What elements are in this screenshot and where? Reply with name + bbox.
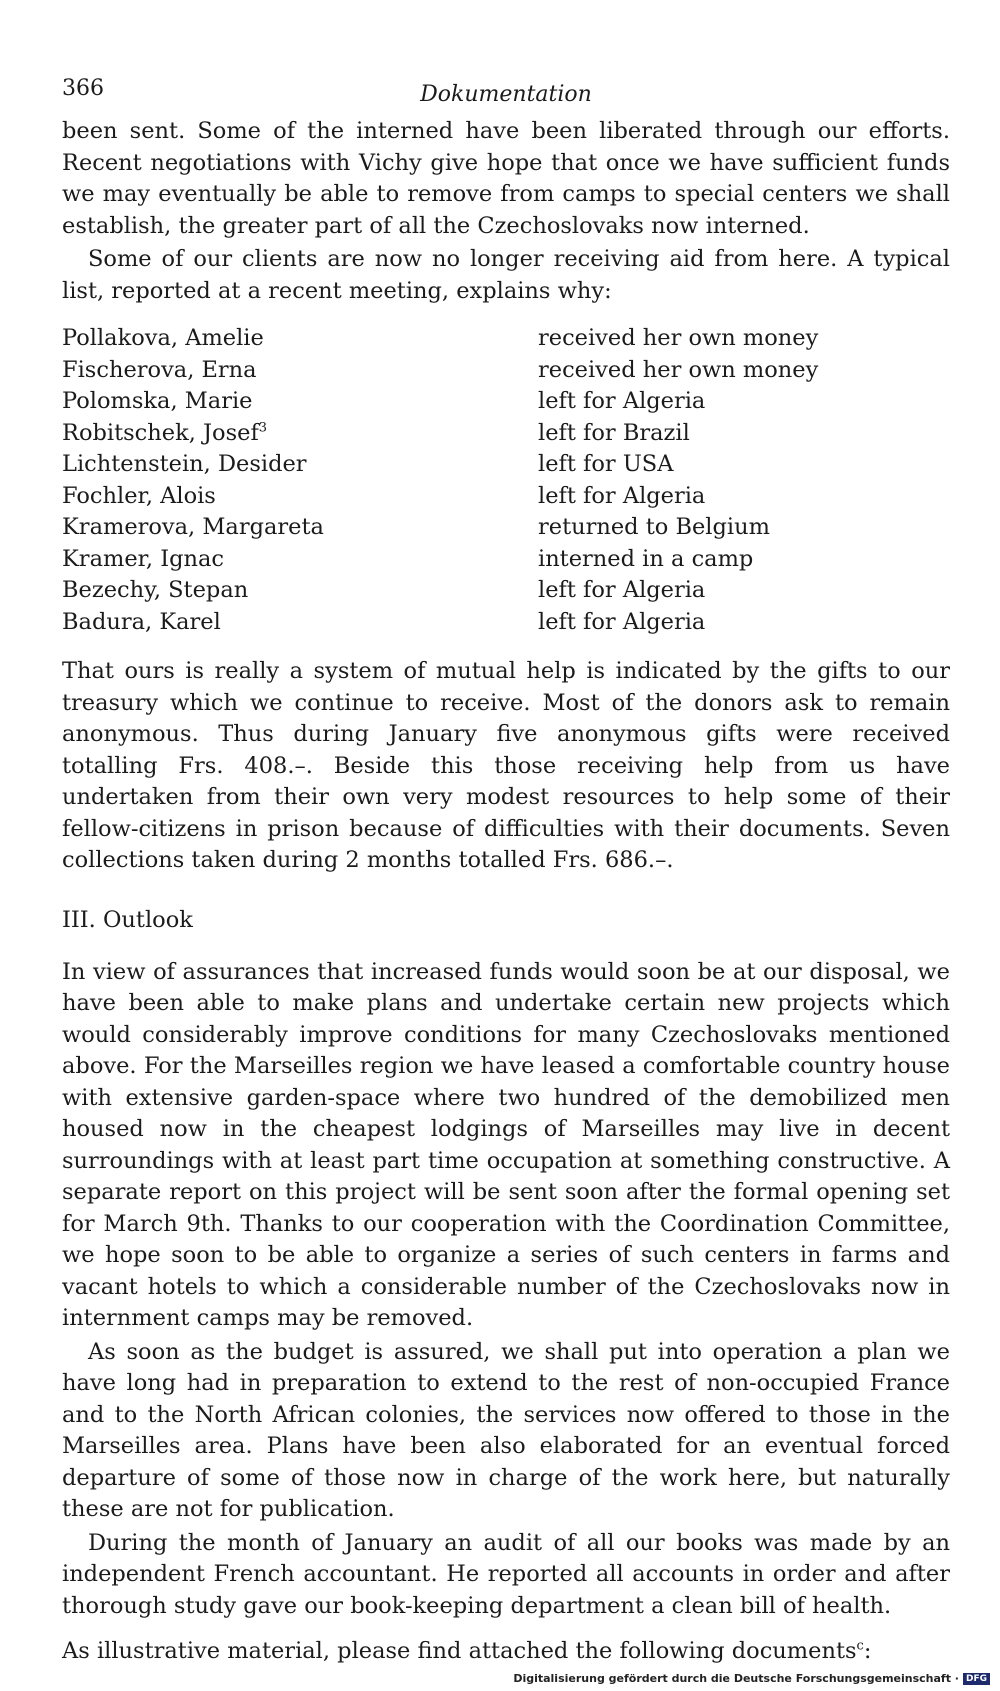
page-number: 366 <box>62 76 104 101</box>
client-name: Fochler, Alois <box>62 482 216 509</box>
client-status: left for Algeria <box>538 608 706 635</box>
list-item <box>62 355 950 387</box>
list-item <box>62 575 950 607</box>
client-status: left for Algeria <box>538 482 706 509</box>
client-name: Polomska, Marie <box>62 388 253 414</box>
closing-colon: : <box>863 1638 872 1664</box>
footer-text: Digitalisierung gefördert durch die Deutsche Forschungsgemeinschaft · <box>513 1672 959 1685</box>
running-title: Dokumentation <box>420 82 592 107</box>
client-status: received her own money <box>538 356 819 383</box>
closing-line <box>62 1636 950 1668</box>
dfg-logo-icon: DFG <box>963 1673 990 1685</box>
paragraph-continuation: been sent. Some of the interned have been liberated through our efforts. Recent negotiations with Vichy give hope that once we have sufficient funds we may eventually be able to remove from camps to special centers we shall establish, the greater part of all the Czechoslovaks now interned. <box>62 118 950 239</box>
client-name: Kramerova, Margareta <box>62 514 324 540</box>
page-header <box>62 72 950 116</box>
footnote-marker: c <box>856 1638 864 1654</box>
client-name: Kramer, Ignac <box>62 545 225 572</box>
client-status: left for Algeria <box>538 577 706 603</box>
client-status: left for USA <box>538 451 674 477</box>
paragraph-outlook-2: As soon as the budget is assured, we shall put into operation a plan we have long had in preparation to extend to the rest of non-occupied France and to the North African colonies, the services now offered to those in the Marseilles area. Plans have been also elaborated for an eventual forced departure of some of those now in charge of the work here, but naturally these are not for publication. <box>62 1338 950 1522</box>
client-status: left for Brazil <box>538 419 690 446</box>
client-name: Robitschek, Josef <box>62 419 259 446</box>
paragraph-outlook-3: During the month of January an audit of all our books was made by an independent French accountant. He reported all accounts in order and after thorough study gave our book-keeping department a clean bill of health. <box>62 1529 950 1619</box>
list-item <box>62 512 950 544</box>
client-name: Pollakova, Amelie <box>62 325 264 351</box>
paragraph-outlook-1: In view of assurances that increased funds would soon be at our disposal, we have been able to make plans and undertake certain new projects which would considerably improve conditions for many Czechoslovaks mentioned above. For the Marseilles region we have leased a comfortable country house with extensive garden-space where two hundred of the demobilized men housed now in the cheapest lodgings of Marseilles may live in decent surroundings with at least part time occupation at something constructive. A separate report on this project will be sent soon after the formal opening set for March 9th. Thanks to our cooperation with the Coordination Committee, we hope soon to be able to organize a series of such centers in farms and vacant hotels to which a considerable number of the Czechoslovaks now in internment camps may be removed. <box>62 958 950 1331</box>
client-name: Badura, Karel <box>62 608 221 635</box>
client-name-with-footnote <box>62 418 538 450</box>
list-item <box>62 481 950 513</box>
client-name: Lichtenstein, Desider <box>62 451 307 477</box>
list-item <box>62 418 950 450</box>
client-status: interned in a camp <box>538 545 754 572</box>
client-list <box>62 323 950 638</box>
footnote-marker: 3 <box>258 420 268 435</box>
list-item <box>62 323 950 355</box>
list-item <box>62 607 950 639</box>
list-item <box>62 386 950 418</box>
paragraph-clients-intro: Some of our clients are now no longer receiving aid from here. A typical list, reported at a recent meeting, explains why: <box>62 246 950 304</box>
list-item <box>62 544 950 576</box>
paragraph-mutual-help: That ours is really a system of mutual help is indicated by the gifts to our treasury which we continue to receive. Most of the donors ask to remain anonymous. Thus during January five anonymous gifts were received totalling Frs. 408.–. Beside this those receiving help from us have undertaken from their own very modest resources to help some of their fellow-citizens in prison because of difficulties with their documents. Seven collections taken during 2 months totalled Frs. 686.–. <box>62 658 950 873</box>
closing-text: As illustrative material, please find attached the following documents <box>62 1638 857 1664</box>
list-item <box>62 449 950 481</box>
client-status: returned to Belgium <box>538 514 770 540</box>
client-name: Fischerova, Erna <box>62 356 257 383</box>
digitization-footer <box>513 1672 990 1685</box>
client-name: Bezechy, Stepan <box>62 577 249 603</box>
client-status: received her own money <box>538 325 819 351</box>
client-status: left for Algeria <box>538 388 706 414</box>
document-page <box>62 72 950 1668</box>
section-heading: III. Outlook <box>62 906 193 933</box>
